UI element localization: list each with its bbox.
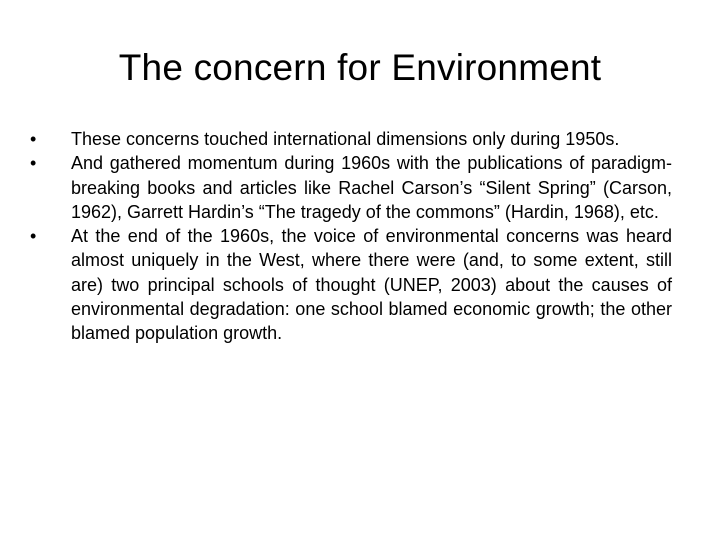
bullet-text: These concerns touched international dimensions only during 1950s. — [71, 129, 620, 149]
bullet-item — [30, 224, 672, 345]
slide-title: The concern for Environment — [118, 47, 602, 88]
bullet-text: And gathered momentum during 1960s with the publications of paradigm-breaking books and articles like Rachel Carson’s “Silent Spring” (Carson, 1962), Garrett Hardin’s “The tragedy of the commons” (Hardin, 1968), etc. — [71, 153, 672, 222]
bullet-icon: • — [30, 153, 37, 174]
bullet-icon: • — [30, 129, 37, 149]
bullet-item — [30, 151, 672, 224]
bullet-list — [30, 127, 672, 346]
bullet-item — [30, 127, 672, 151]
bullet-icon: • — [30, 226, 37, 247]
bullet-text: At the end of the 1960s, the voice of environmental concerns was heard almost uniquely in the West, where there were (and, to some extent, still are) two principal schools of thought (UNEP, 2003) about the causes of environmental degradation: one school blamed economic growth; the other blamed population growth. — [71, 226, 672, 344]
